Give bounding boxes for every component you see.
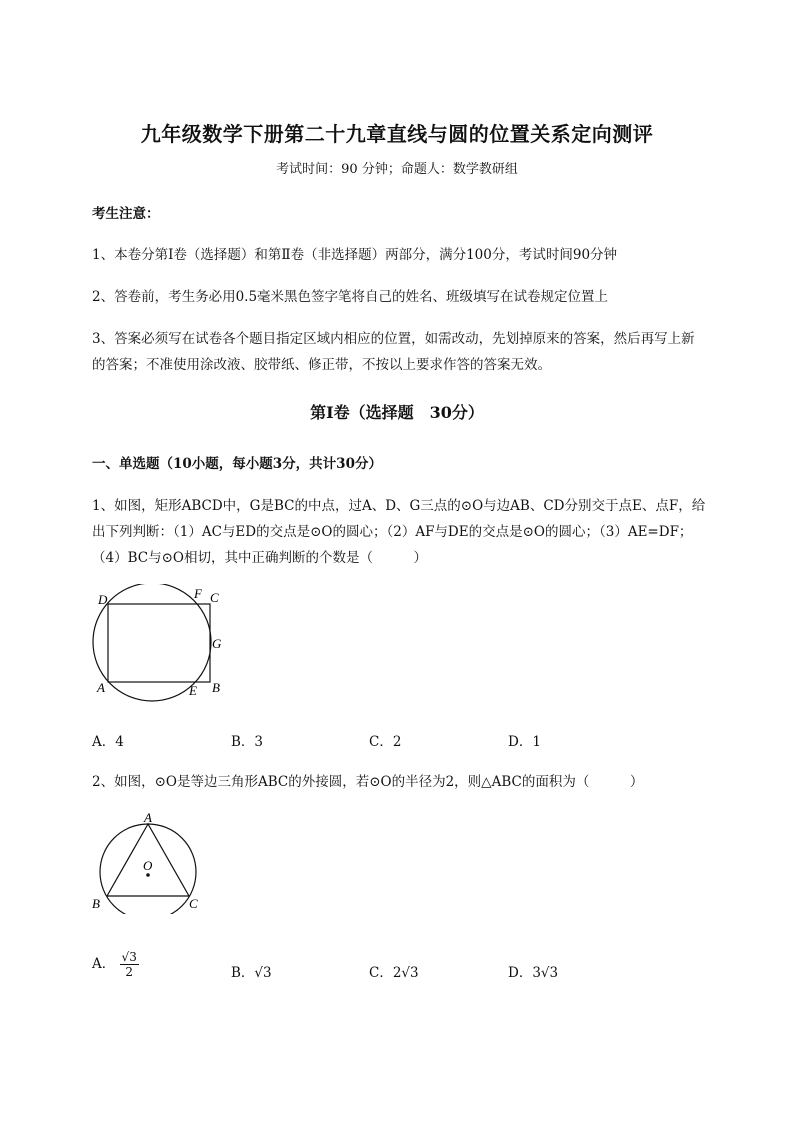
q2-choice-a-denominator: 2 [125,965,133,979]
q2-label-a: A [144,810,152,825]
q1-label-c: C [210,590,219,605]
q1-text-line1: 1、如图，矩形ABCD中，G是BC的中点，过A、D、G三点的⊙O与边AB、CD分别交于点E、点F，给 [92,498,706,514]
q1-choice-a[interactable]: A．4 [92,734,124,750]
exam-info: 考试时间：90 分钟；命题人：数学教研组 [276,162,518,177]
q2-choice-c[interactable]: C．2√3 [369,965,419,981]
q2-text-line1: 2、如图，⊙O是等边三角形ABC的外接圆，若⊙O的半径为2，则△ABC的面积为（ ） [92,774,644,790]
notice-item-3-cont: 的答案；不准使用涂改液、胶带纸、修正带，不按以上要求作答的答案无效。 [92,357,551,373]
part-heading: 一、单选题（10小题，每小题3分，共计30分） [92,456,382,472]
q1-label-a: A [97,680,105,695]
q2-choice-b[interactable]: B．√3 [231,965,272,981]
q2-label-c: C [189,896,198,911]
q1-choice-b[interactable]: B．3 [231,734,264,750]
q2-center-point [146,873,150,877]
page-title: 九年级数学下册第二十九章直线与圆的位置关系定向测评 [140,122,654,146]
q1-label-d: D [98,592,108,607]
q1-rectangle [108,604,210,682]
q2-label-b: B [92,896,100,911]
q2-label-o: O [143,858,153,873]
q2-figure [88,810,208,914]
notice-item-2: 2、答卷前，考生务必用0.5毫米黑色签字笔将自己的姓名、班级填写在试卷规定位置上 [92,289,609,305]
q2-choice-a-prefix: A． [92,956,116,972]
q1-choice-d[interactable]: D．1 [508,734,541,750]
q1-label-b: B [212,680,220,695]
notice-item-3: 3、答案必须写在试卷各个题目指定区域内相应的位置，如需改动，先划掉原来的答案，然后再写上新 [92,331,695,347]
q1-text-line2: 出下列判断：（1）AC与ED的交点是⊙O的圆心；（2）AF与DE的交点是⊙O的圆心；（3）AE=DF； [92,524,693,540]
q1-label-f: F [194,586,202,601]
q2-choice-d[interactable]: D．3√3 [508,965,559,981]
notice-item-1: 1、本卷分第Ⅰ卷（选择题）和第Ⅱ卷（非选择题）两部分，满分100分，考试时间90分钟 [92,247,618,263]
q1-choice-c[interactable]: C．2 [369,734,402,750]
q2-choice-a-numerator: √3 [121,950,137,964]
notice-heading: 考生注意： [92,206,160,222]
q2-choice-a-fraction [120,950,139,979]
q1-label-g: G [212,636,222,651]
q1-figure [88,584,238,704]
q2-choice-a[interactable] [92,950,139,979]
q1-text-line3: （4）BC与⊙O相切，其中正确判断的个数是（ ） [92,550,427,566]
section-title: 第Ⅰ卷（选择题 30分） [310,403,484,422]
q1-label-e: E [189,683,197,698]
